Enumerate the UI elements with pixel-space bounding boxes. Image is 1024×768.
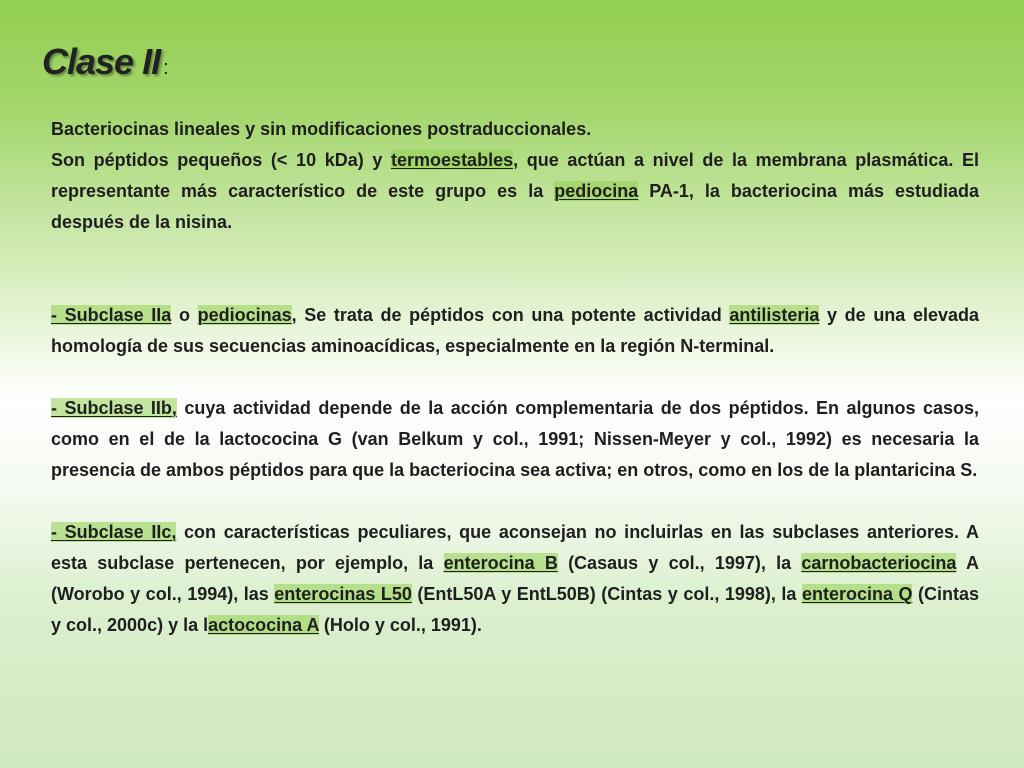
intro-text-a: Son péptidos pequeños (< 10 kDa) y	[51, 150, 392, 170]
intro-text-c: PA-1, la bacteriocina más estudiada después de la nisina.	[51, 181, 979, 232]
slide-body	[51, 114, 979, 641]
subclase-iia-label: - Subclase IIa	[51, 305, 172, 325]
subclase-iib-text: cuya actividad depende de la acción complementaria de dos péptidos. En algunos casos, como en el de la lactococina G (van Belkum y col., 1991; Nissen-Meyer y col., 1992) es necesaria la presencia de ambos péptidos para que la bacteriocina sea activa; en otros, como en los de la plantaricina S.	[51, 398, 979, 480]
subclase-iic-text-6: (Holo y col., 1991).	[318, 615, 482, 635]
spacer	[51, 362, 979, 393]
title-text: Clase II	[42, 41, 161, 82]
slide-title	[42, 40, 169, 90]
title-colon: :	[163, 57, 169, 79]
intro-line	[51, 114, 979, 145]
subclase-iic-text-2: (Casaus y col., 1997), la	[557, 553, 802, 573]
subclase-iic-text-4: (EntL50A y EntL50B) (Cintas y col., 1998), la	[411, 584, 802, 604]
term-lactococina-a: actococina A	[208, 615, 319, 635]
subclase-iia-text-3: y de una elevada homología de sus secuencias aminoacídicas, especialmente en la región N-terminal.	[51, 305, 979, 356]
intro-paragraph	[51, 145, 979, 238]
term-termoestables: termoestables	[391, 150, 514, 170]
subclase-iia-paragraph	[51, 300, 979, 362]
term-antilisteria: antilisteria	[729, 305, 820, 325]
subclase-iia-text-1: o	[171, 305, 198, 325]
term-enterocinas-l50: enterocinas L50	[274, 584, 412, 604]
intro-line-text: Bacteriocinas lineales y sin modificaciones postraduccionales.	[51, 119, 592, 139]
subclase-iic-text-1: con características peculiares, que aconsejan no incluirlas en las subclases anteriores. A esta subclase pertenecen, por ejemplo, la	[51, 522, 979, 573]
lactococina-prefix: l	[203, 615, 209, 635]
spacer	[51, 486, 979, 517]
term-enterocina-b: enterocina B	[443, 553, 558, 573]
subclase-iia-text-2: , Se trata de péptidos con una potente actividad	[291, 305, 730, 325]
term-pediocinas: pediocinas	[197, 305, 292, 325]
subclase-iic-label: - Subclase IIc,	[51, 522, 177, 542]
subclase-iic-paragraph	[51, 517, 979, 641]
spacer	[51, 238, 979, 300]
subclase-iib-paragraph	[51, 393, 979, 486]
term-enterocina-q: enterocina Q	[801, 584, 913, 604]
subclase-iic-text-3: A (Worobo y col., 1994), las	[51, 553, 979, 604]
term-carnobacteriocina: carnobacteriocina	[801, 553, 957, 573]
subclase-iic-text-5: (Cintas y col., 2000c) y la	[51, 584, 980, 635]
intro-text-b: , que actúan a nivel de la membrana plasmática. El representante más característico de este grupo es la	[51, 150, 980, 201]
term-pediocina: pediocina	[554, 181, 639, 201]
subclase-iib-label: - Subclase IIb,	[51, 398, 177, 418]
